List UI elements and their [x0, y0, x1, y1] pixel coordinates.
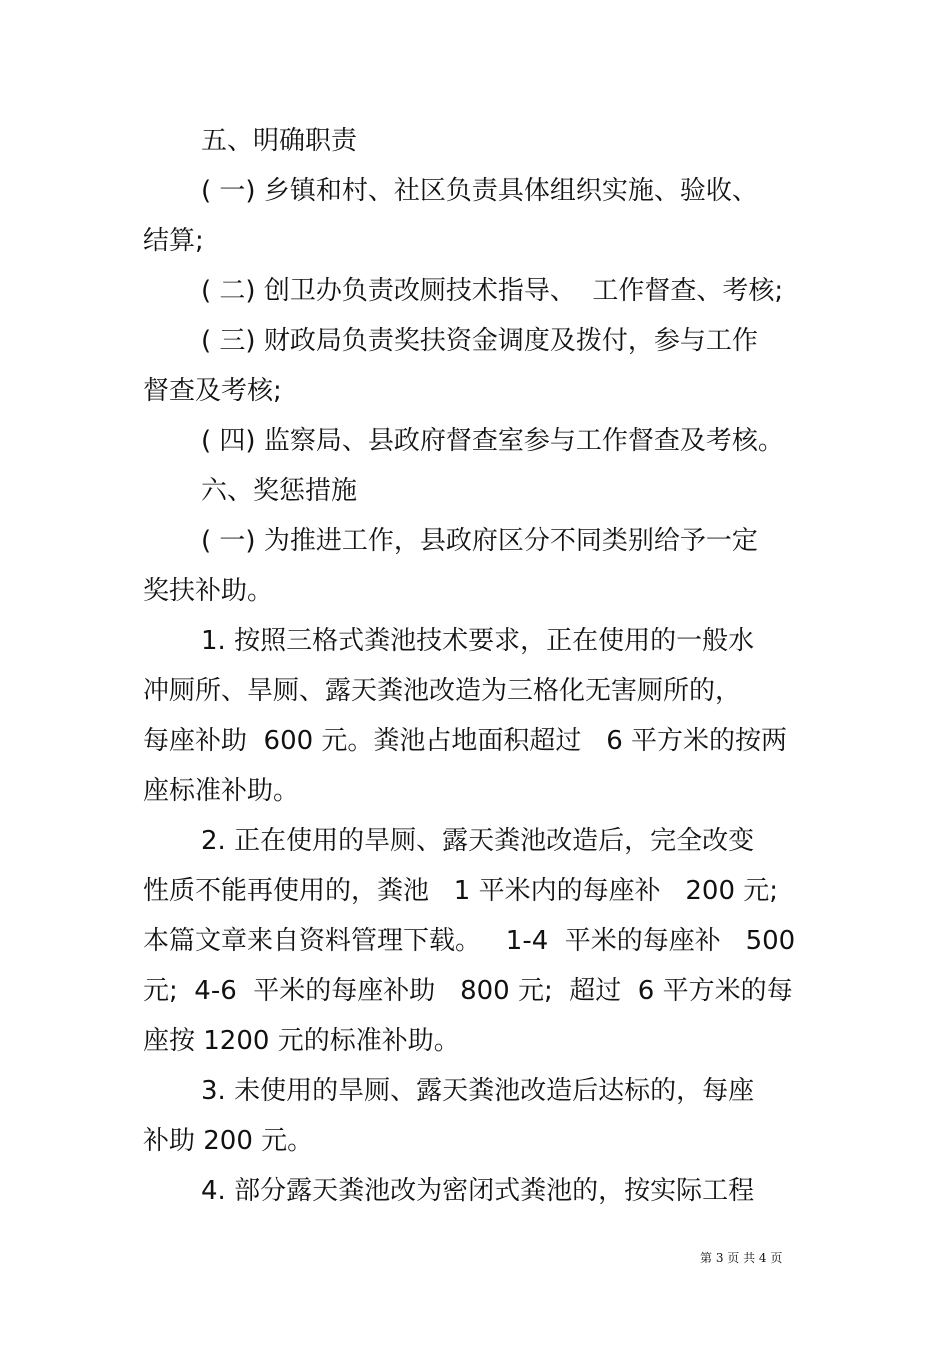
paragraph-line: ( 三) 财政局负责奖扶资金调度及拨付，参与工作	[201, 326, 758, 356]
paragraph-line: 座标准补助。	[143, 776, 300, 806]
paragraph-line: 补助 200 元。	[143, 1126, 314, 1156]
paragraph-line: ( 二) 创卫办负责改厕技术指导、 工作督查、考核;	[201, 276, 784, 306]
paragraph-line: 性质不能再使用的，粪池 1 平米内的每座补 200 元;	[143, 876, 779, 906]
paragraph-line: 督查及考核;	[143, 376, 282, 406]
paragraph-line: ( 四) 监察局、县政府督查室参与工作督查及考核。	[201, 426, 784, 456]
paragraph-line: 奖扶补助。	[143, 576, 274, 606]
paragraph-line: 本篇文章来自资料管理下载。 1-4 平米的每座补 500	[143, 926, 796, 956]
paragraph-line: ( 一) 乡镇和村、社区负责具体组织实施、验收、	[201, 176, 758, 206]
paragraph-line: 4. 部分露天粪池改为密闭式粪池的，按实际工程	[201, 1176, 755, 1206]
paragraph-line: 2. 正在使用的旱厕、露天粪池改造后，完全改变	[201, 826, 755, 856]
paragraph-line: 3. 未使用的旱厕、露天粪池改造后达标的，每座	[201, 1076, 755, 1106]
paragraph-line: 每座补助 600 元。粪池占地面积超过 6 平方米的按两	[143, 726, 788, 756]
paragraph-line: 座按 1200 元的标准补助。	[143, 1026, 460, 1056]
paragraph-line: 元; 4-6 平米的每座补助 800 元; 超过 6 平方米的每	[143, 976, 793, 1006]
section-heading-5: 五、明确职责	[201, 126, 358, 156]
paragraph-line: 结算;	[143, 226, 204, 256]
paragraph-line: ( 一) 为推进工作，县政府区分不同类别给予一定	[201, 526, 758, 556]
section-heading-6: 六、奖惩措施	[201, 476, 358, 506]
paragraph-line: 1. 按照三格式粪池技术要求，正在使用的一般水	[201, 626, 755, 656]
paragraph-line: 冲厕所、旱厕、露天粪池改造为三格化无害厕所的，	[143, 676, 742, 706]
page-number-footer: 第 3 页 共 4 页	[700, 1251, 783, 1265]
